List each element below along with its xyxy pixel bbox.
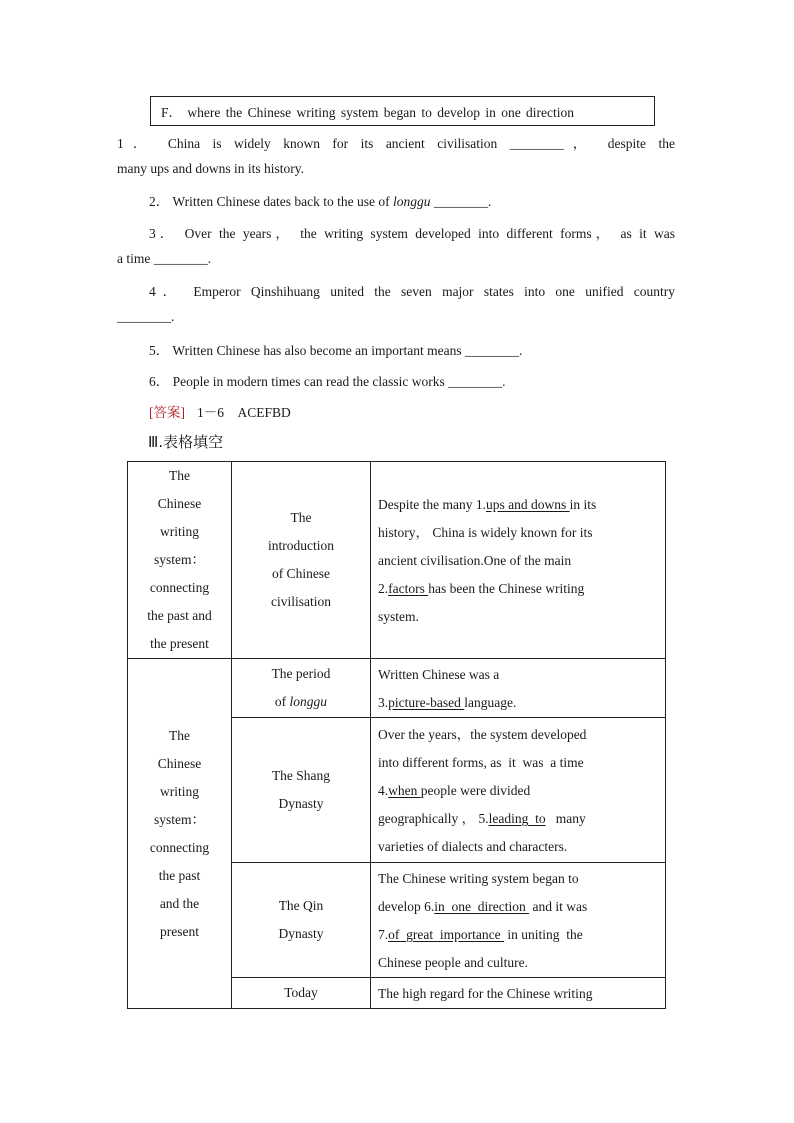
question-2-post: ________. — [430, 194, 492, 209]
theme-line: Chinese — [157, 496, 202, 511]
content-line: history， China is widely known for its — [378, 525, 593, 540]
content-line: develop 6.in one direction and it was — [378, 899, 588, 914]
theme-line: writing — [160, 783, 199, 799]
subtopic-line: Dynasty — [278, 926, 324, 941]
theme-line: system： — [153, 552, 205, 567]
subtopic-line: The Qin — [278, 898, 324, 913]
content-cell-today: The high regard for the Chinese writing — [371, 978, 666, 1009]
fill-answer-4: when — [388, 783, 421, 798]
content-line: geographically ， 5.leading to many — [378, 811, 586, 826]
content-line: Despite the many 1.ups and downs in its — [378, 497, 597, 512]
subtopic-cell-today: Today — [232, 978, 371, 1009]
subtopic-cell-qin — [232, 863, 371, 978]
fill-answer-5: leading to — [488, 811, 546, 826]
theme-line: and the — [159, 895, 200, 911]
theme-line: The — [169, 727, 190, 743]
content-line: Chinese people and culture. — [378, 955, 528, 970]
content-cell-introduction — [371, 462, 666, 659]
content-line: Over the years，the system developed — [378, 727, 587, 742]
content-line: varieties of dialects and characters. — [378, 839, 568, 854]
question-3-line-1: 3． Over the years， the writing system developed into different forms， as it was — [149, 226, 675, 241]
theme-line: the past — [158, 867, 201, 883]
fill-answer-2: factors — [388, 581, 429, 596]
subtopic-line: civilisation — [271, 594, 331, 609]
subtopic-line: The period — [271, 666, 331, 681]
content-line: 4.when people were divided — [378, 783, 531, 798]
subtopic-line: of Chinese — [271, 566, 331, 581]
content-line: Written Chinese was a — [378, 667, 500, 682]
summary-table — [127, 461, 666, 1009]
content-cell-shang — [371, 718, 666, 863]
theme-line: Chinese — [157, 755, 202, 771]
question-6: 6． People in modern times can read the classic works ________. — [149, 374, 506, 389]
subtopic-line: of longgu — [274, 694, 328, 709]
subtopic-line: The — [290, 510, 312, 525]
answer-text: 1－6 ACEFBD — [197, 405, 291, 420]
question-4-line-1: 4． Emperor Qinshihuang united the seven major states into one unified country — [149, 284, 675, 299]
theme-line: The — [169, 468, 190, 483]
subtopic-line: introduction — [268, 538, 334, 553]
content-line: 3.picture-based language. — [378, 695, 517, 710]
content-line: 7.of great importance in uniting the — [378, 927, 583, 942]
question-2 — [149, 190, 491, 210]
theme-cell — [128, 462, 232, 659]
question-2-term: longgu — [393, 194, 431, 209]
option-f-box — [150, 96, 655, 126]
option-f-text: F． where the Chinese writing system began to develop in one direction — [161, 105, 575, 120]
question-2-pre: 2． Written Chinese dates back to the use of — [149, 194, 394, 209]
table-row — [128, 462, 666, 659]
theme-line: the past and — [147, 608, 212, 623]
theme-line: present — [160, 923, 199, 939]
answer-tag: [答案] — [149, 405, 185, 420]
fill-answer-7: of great importance — [388, 927, 504, 942]
content-line: ancient civilisation.One of the main — [378, 553, 572, 568]
content-cell-longgu — [371, 659, 666, 718]
content-line: system. — [378, 609, 419, 624]
question-3-line-2: a time ________. — [117, 251, 212, 266]
fill-answer-1: ups and downs — [485, 497, 570, 512]
theme-line: the present — [150, 636, 209, 651]
fill-answer-6: in one direction — [434, 899, 530, 914]
theme-line: connecting — [149, 839, 210, 855]
question-5: 5． Written Chinese has also become an important means ________. — [149, 343, 523, 358]
question-1-line-2: many ups and downs in its history. — [117, 161, 304, 176]
content-cell-qin — [371, 863, 666, 978]
fill-answer-3: picture-based — [388, 695, 465, 710]
subtopic-cell-shang — [232, 718, 371, 863]
subtopic-cell-longgu — [232, 659, 371, 718]
theme-line: writing — [160, 524, 199, 539]
content-line: 2.factors has been the Chinese writing — [378, 581, 585, 596]
subtopic-line: Dynasty — [278, 796, 324, 811]
content-line: The Chinese writing system began to — [378, 871, 579, 886]
subtopic-cell-introduction — [232, 462, 371, 659]
theme-cell-2 — [128, 659, 232, 1009]
subtopic-line: The Shang — [271, 768, 331, 783]
answer-line — [149, 401, 291, 421]
table-row — [128, 659, 666, 718]
content-line: into different forms, as it was a time — [378, 755, 584, 770]
question-1-line-1: 1． China is widely known for its ancient civilisation ________， despite the — [117, 136, 675, 151]
question-4-line-2: ________. — [117, 309, 175, 324]
theme-line: connecting — [149, 580, 210, 595]
section-title: Ⅲ.表格填空 — [148, 433, 224, 451]
theme-line: system： — [153, 811, 205, 827]
